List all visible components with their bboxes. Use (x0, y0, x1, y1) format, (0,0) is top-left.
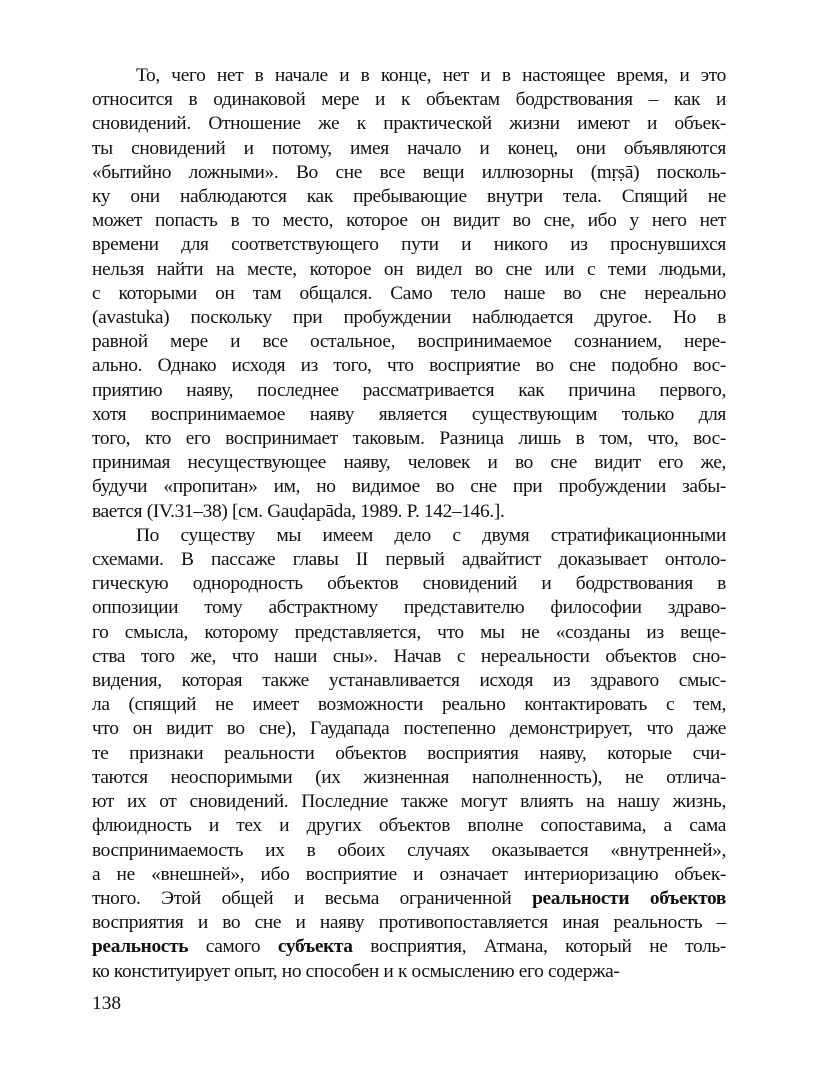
text-line: равной мере и все остальное, воспринимаемое сознанием, нере- (92, 331, 726, 353)
text-line: что он видит во сне), Гаудапада постепенно демонстрирует, что даже (92, 718, 726, 740)
text-line: ства того же, что наши сны». Начав с нереальности объектов сно- (92, 645, 726, 667)
text-line: те признаки реальности объектов восприятия наяву, которые счи- (92, 742, 726, 764)
text-line: видения, которая также устанавливается исходя из здравого смыс- (92, 670, 726, 692)
body-text (92, 64, 726, 984)
emphasis: реальность (92, 936, 189, 958)
emphasis: реальности объектов (532, 887, 726, 909)
text-line: ты сновидений и потому, имея начало и конец, они объявляются (92, 137, 726, 159)
text-line: будучи «пропитан» им, но видимое во сне при пробуждении забы- (92, 476, 726, 498)
text-line: (avastuka) поскольку при пробуждении наблюдается другое. Но в (92, 307, 726, 329)
text-line: ко конституирует опыт, но способен и к осмыслению его содержа- (92, 960, 620, 982)
paragraph-1 (92, 64, 726, 524)
text-line: ла (спящий не имеет возможности реально контактировать с тем, (92, 694, 726, 716)
text-line: приятию наяву, последнее рассматривается как причина первого, (92, 379, 726, 401)
text-line: ку они наблюдаются как пребывающие внутри тела. Спящий не (92, 186, 726, 208)
text-line: тного. Этой общей и весьма ограниченной реальности объектов (92, 887, 726, 909)
text-line: По существу мы имеем дело с двумя стратификационными (136, 524, 726, 546)
text-line: а не «внешней», ибо восприятие и означает интериоризацию объек- (92, 863, 726, 885)
text-line: может попасть в то место, которое он видит во сне, ибо у него нет (92, 210, 726, 232)
text-line: нельзя найти на месте, которое он видел во сне или с теми людьми, (92, 258, 726, 280)
paragraph-2 (92, 524, 726, 984)
text-line: сновидений. Отношение же к практической жизни имеют и объек- (92, 113, 726, 135)
text-line: То, чего нет в начале и в конце, нет и в настоящее время, и это (136, 65, 726, 86)
text-line: относится в одинаковой мере и к объектам бодрствования – как и (92, 89, 726, 111)
text-line: оппозиции тому абстрактному представителю философии здраво- (92, 597, 726, 619)
text-line: ют их от сновидений. Последние также могут влиять на нашу жизнь, (92, 791, 726, 813)
text-line: с которыми он там общался. Само тело наше во сне нереально (92, 282, 726, 304)
text-line: ально. Однако исходя из того, что восприятие во сне подобно вос- (92, 355, 726, 377)
page-number: 138 (92, 993, 122, 1014)
text-line: таются неоспоримыми (их жизненная наполненность), не отлича- (92, 766, 726, 788)
text-line: того, кто его воспринимает таковым. Разница лишь в том, что, вос- (92, 428, 726, 450)
text-line: гическую однородность объектов сновидений и бодрствования в (92, 573, 726, 595)
text-line: восприятия и во сне и наяву противопоставляется иная реальность – (92, 912, 726, 934)
text-line: времени для соответствующего пути и никого из проснувшихся (92, 234, 726, 256)
text-line: «бытийно ложными». Во сне все вещи иллюзорны (mṛṣā) посколь- (92, 161, 726, 183)
text-line: хотя воспринимаемое наяву является существующим только для (92, 403, 726, 425)
text-line: схемами. В пассаже главы II первый адвайтист доказывает онтоло- (92, 549, 726, 571)
text-line: вается (IV.31–38) [см. Gauḍapāda, 1989. P. 142–146.]. (92, 500, 505, 522)
text-line: реальность самого субъекта восприятия, Атмана, который не толь- (92, 936, 726, 958)
text-line: принимая несуществующее наяву, человек и во сне видит его же, (92, 452, 726, 474)
text-line: воспринимаемость их в обоих случаях оказывается «внутренней», (92, 839, 726, 861)
text-line: флюидность и тех и других объектов вполне сопоставима, а сама (92, 815, 726, 837)
text-line: го смысла, которому представляется, что мы не «созданы из веще- (92, 621, 726, 643)
emphasis: субъекта (277, 936, 353, 958)
